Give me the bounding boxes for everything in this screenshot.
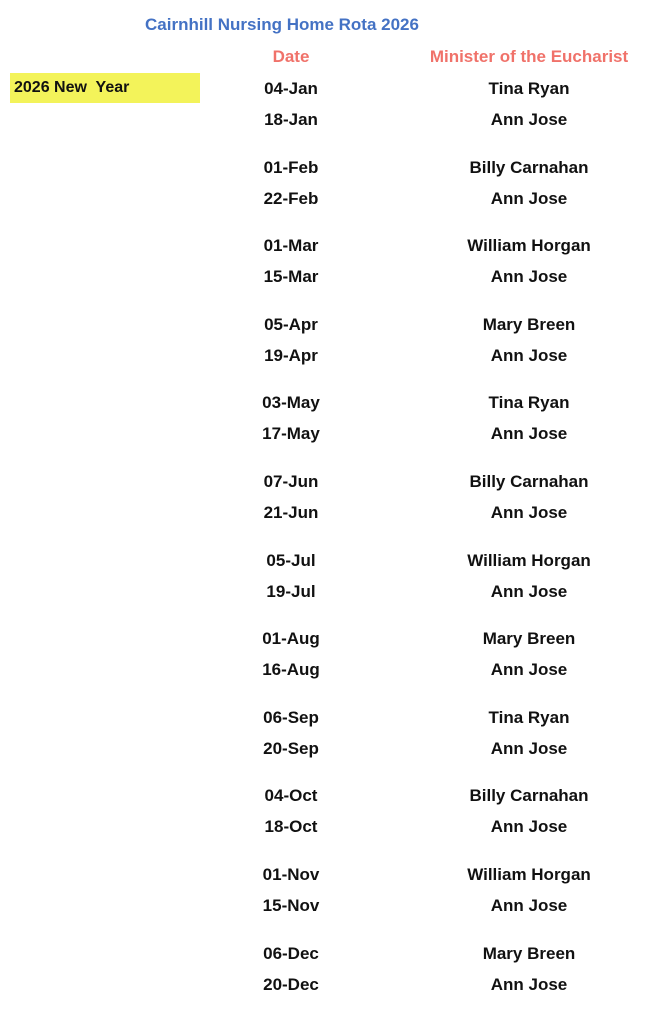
rota-minister: Ann Jose [490,660,568,679]
rota-date: 07-Jun [263,472,319,491]
rota-minister: Mary Breen [482,629,576,648]
rota-date: 04-Jan [264,79,318,98]
rota-date: 05-Apr [264,315,318,334]
rota-date: 03-May [262,393,320,412]
rota-date: 06-Dec [263,944,319,963]
rota-date: 18-Oct [264,817,318,836]
rota-minister: Ann Jose [490,817,568,836]
rota-minister: Ann Jose [490,110,568,129]
rota-date: 15-Mar [263,267,319,286]
rota-date: 16-Aug [262,660,320,679]
minister-column-header: Minister of the Eucharist [429,47,629,66]
rota-minister: Tina Ryan [488,393,570,412]
rota-minister: Tina Ryan [488,79,570,98]
rota-minister: Ann Jose [490,739,568,758]
rota-minister: Billy Carnahan [469,158,589,177]
rota-date: 06-Sep [263,708,319,727]
rota-minister: Ann Jose [490,896,568,915]
rota-minister: Ann Jose [490,424,568,443]
rota-minister: Billy Carnahan [469,472,589,491]
rota-minister: Ann Jose [490,267,568,286]
rota-minister: Ann Jose [490,975,568,994]
rota-date: 17-May [262,424,320,443]
rota-date: 01-Nov [262,865,320,884]
rota-minister: Ann Jose [490,582,568,601]
rota-minister: William Horgan [467,236,591,255]
rota-date: 15-Nov [262,896,320,915]
rota-minister: Billy Carnahan [469,786,589,805]
rota-minister: Mary Breen [482,944,576,963]
rota-minister: Tina Ryan [488,708,570,727]
rota-date: 22-Feb [263,189,319,208]
rota-date: 01-Mar [263,236,319,255]
rota-minister: Ann Jose [490,189,568,208]
rota-minister: Mary Breen [482,315,576,334]
rota-date: 18-Jan [264,110,318,129]
rota-date: 20-Dec [263,975,319,994]
date-column-header: Date [272,47,310,66]
rota-minister: Ann Jose [490,503,568,522]
new-year-label: 2026 New Year [14,79,130,96]
rota-date: 20-Sep [263,739,319,758]
rota-minister: William Horgan [467,865,591,884]
page-title: Cairnhill Nursing Home Rota 2026 [145,15,419,34]
rota-date: 01-Feb [263,158,319,177]
rota-date: 19-Jul [266,582,316,601]
rota-date: 19-Apr [264,346,318,365]
rota-date: 21-Jun [263,503,319,522]
rota-date: 05-Jul [266,551,316,570]
rota-minister: Ann Jose [490,346,568,365]
rota-minister: William Horgan [467,551,591,570]
rota-date: 01-Aug [262,629,320,648]
rota-date: 04-Oct [264,786,318,805]
